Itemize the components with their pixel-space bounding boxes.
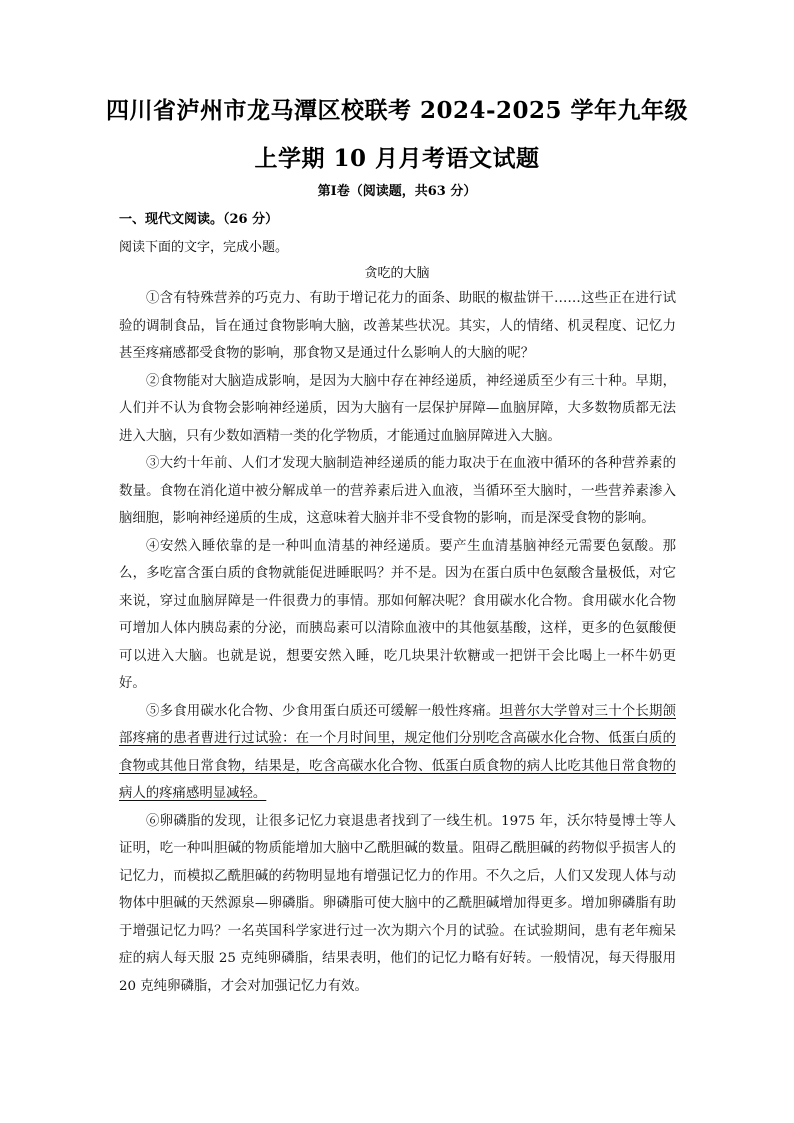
paragraph-1: ①含有特殊营养的巧克力、有助于增记花力的面条、助眠的椒盐饼干……这些正在进行试验的调制食品，旨在通过食物影响大脑，改善某些状况。其实，人的情绪、机灵程度、记忆力甚至疼痛感都受食物的影响，那食物又是通过什么影响人的大脑的呢？: [119, 291, 676, 361]
paragraph-5-plain: ⑤多食用碳水化合物、少食用蛋白质还可缓解一般性疼痛。: [146, 703, 500, 719]
paragraph-5-underlined: 坦普尔大学曾对三十个长期颌部疼痛的患者曹进行过试验：在一个月时间里，规定他们分别吃含高碳水化合物、低蛋白质的食物或其他日常食物，结果是，吃含高碳水化合物、低蛋白质食物的病人比吃其他日常食物的病人的疼痛感明显减轻。: [119, 703, 676, 801]
part-heading: 一、现代文阅读。（26 分）: [119, 212, 279, 227]
article-title: 贪吃的大脑: [364, 266, 430, 281]
exam-title-line1: 四川省泸州市龙马潭区校联考 2024-2025 学年九年级: [105, 97, 689, 124]
section-label: 第Ⅰ卷（阅读题，共63 分）: [317, 184, 477, 199]
paragraph-5: [119, 698, 676, 808]
paragraph-2: ②食物能对大脑造成影响，是因为大脑中存在神经递质，神经递质至少有三十种。早期，人们并不认为食物会影响神经递质，因为大脑有一层保护屏障—血脑屏障，大多数物质都无法进入大脑，只有少数如酒精一类的化学物质，才能通过血脑屏障进入大脑。: [119, 373, 676, 444]
exam-title-line2: 上学期 10 月月考语文试题: [254, 145, 540, 172]
paragraph-3: ③大约十年前、人们才发现大脑制造神经递质的能力取决于在血液中循环的各种营养素的数量。食物在消化道中被分解成单一的营养素后进入血液，当循环至大脑时，一些营养素渗入脑细胞，影响神经递质的生成，这意味着大脑并非不受食物的影响，而是深受食物的影响。: [119, 456, 676, 526]
instruction-text: 阅读下面的文字，完成小题。: [119, 240, 289, 255]
paragraph-6: ⑥卵磷脂的发现，让很多记忆力衰退患者找到了一线生机。1975 年，沃尔特曼博士等人证明，吃一种叫胆碱的物质能增加大脑中乙酰胆碱的数量。阻碍乙酰胆碱的药物似乎损害人的记忆力，而模拟乙酰胆碱的药物明显地有增强记忆力的作用。不久之后，人们又发现人体与动物体中胆碱的天然源泉—卵磷脂。卵磷脂可使大脑中的乙酰胆碱增加得更多。增加卵磷脂有助于增强记忆力吗？一名英国科学家进行过一次为期六个月的试验。在试验期间，患有老年痴呆症的病人每天服 25 克纯卵磷脂，结果表明，他们的记忆力略有好转。一般情况，每天得服用 20 克纯卵磷脂，才会对加强记忆力有效。: [119, 813, 676, 994]
paragraph-4: ④安然入睡依靠的是一种叫血清基的神经递质。要产生血清基脑神经元需要色氨酸。那么，多吃富含蛋白质的食物就能促进睡眠吗？并不是。因为在蛋白质中色氨酸含量极低，对它来说，穿过血脑屏障是一件很费力的事情。那如何解决呢？食用碳水化合物。食用碳水化合物可增加人体内胰岛素的分泌，而胰岛素可以清除血液中的其他氨基酸，这样，更多的色氨酸便可以进入大脑。也就是说，想要安然入睡，吃几块果汁软糖或一把饼干会比喝上一杯牛奶更好。: [119, 538, 676, 691]
article-body: [119, 285, 676, 1000]
